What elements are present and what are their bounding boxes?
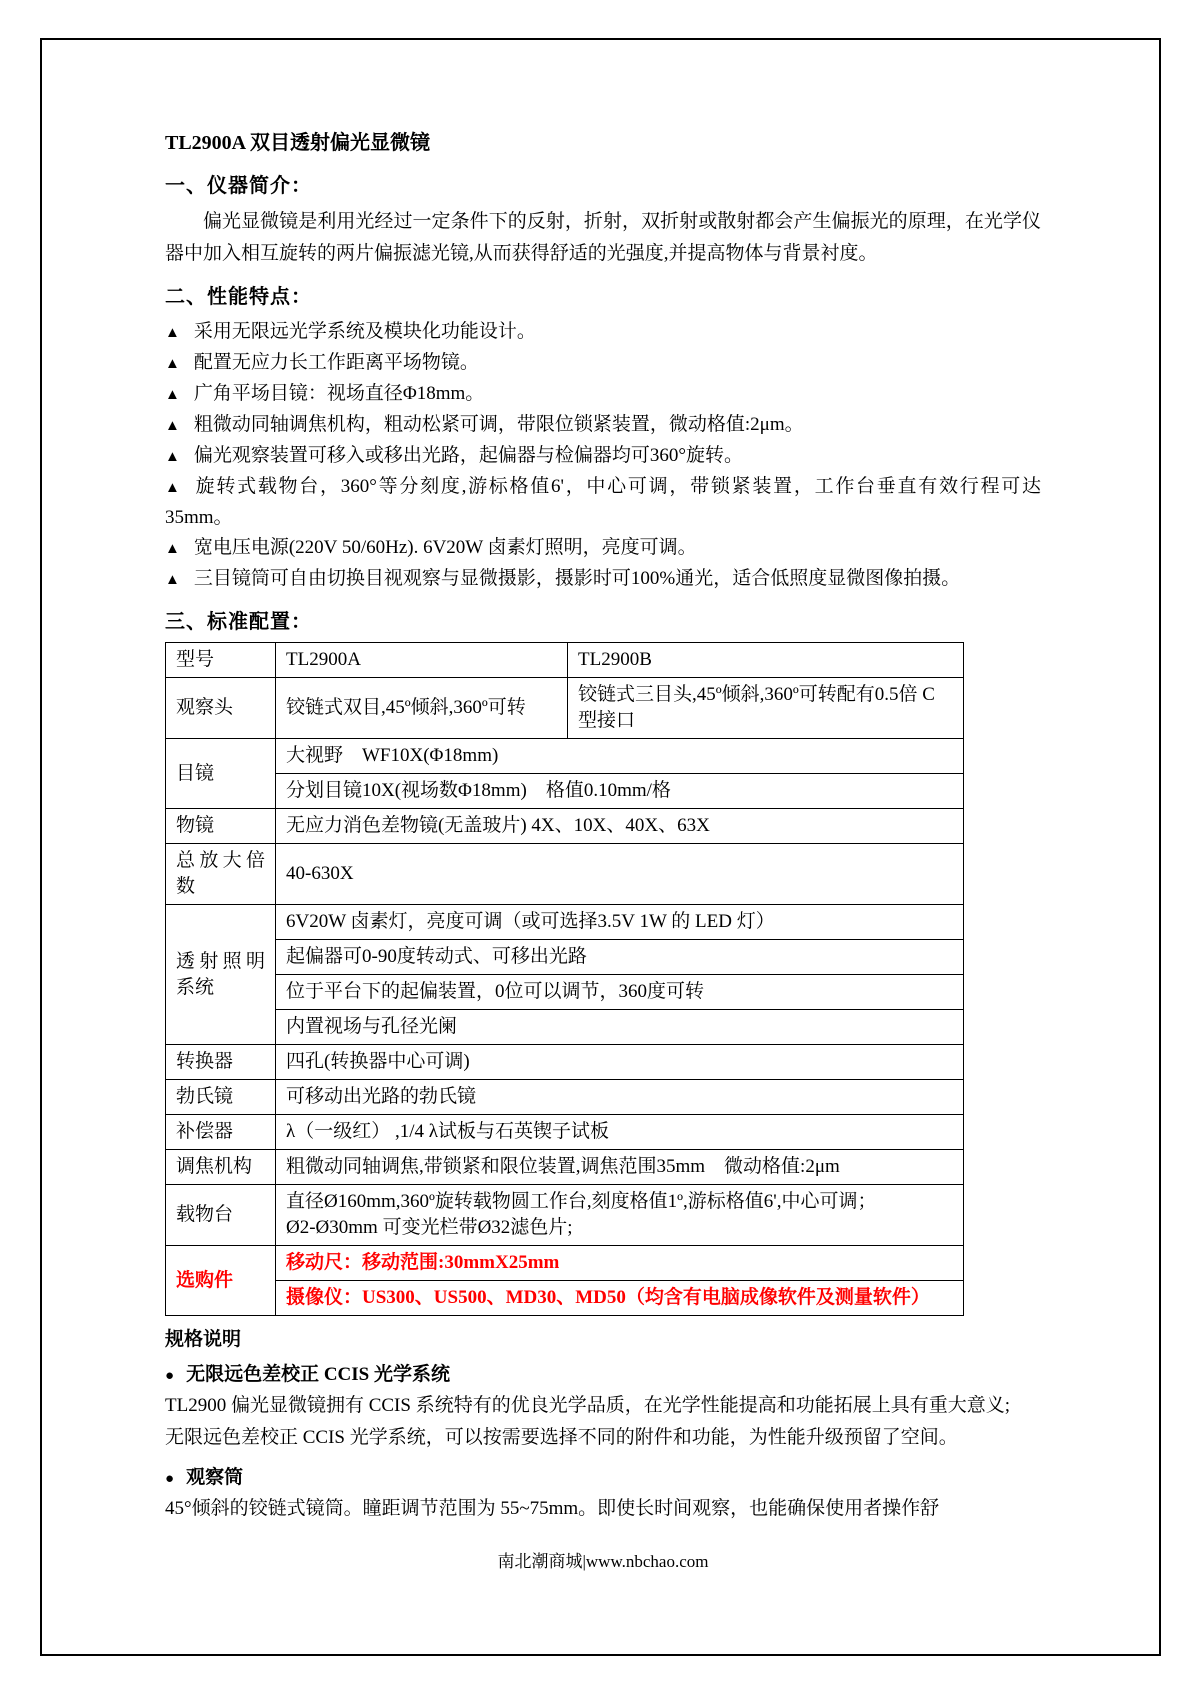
feature-text: 采用无限远光学系统及模块化功能设计。: [193, 321, 536, 342]
cell-illumination-line1: 6V20W 卤素灯，亮度可调（或可选择3.5V 1W 的 LED 灯）: [276, 905, 964, 940]
page-footer: 南北潮商城|www.nbchao.com: [497, 1552, 709, 1571]
note-title-optics: [165, 1359, 1041, 1386]
table-row-eyepiece-2: [166, 774, 964, 809]
document-content: [165, 126, 1041, 1572]
feature-item: [165, 379, 1041, 410]
dot-bullet-icon: ●: [165, 1471, 175, 1487]
cell-illumination-line3: 位于平台下的起偏装置，0位可以调节，360度可转: [276, 975, 964, 1010]
cell-compensator-value: λ（一级红） ,1/4 λ试板与石英锲子试板: [276, 1115, 964, 1150]
cell-optional-line2: 摄像仪：US300、US500、MD30、MD50（均含有电脑成像软件及测量软件）: [276, 1281, 964, 1316]
cell-converter-value: 四孔(转换器中心可调): [276, 1045, 964, 1080]
cell-model-label: 型号: [166, 643, 276, 678]
cell-illumination-label: 透射照明系统: [166, 905, 276, 1045]
cell-head-a: 铰链式双目,45º倾斜,360º可转: [276, 678, 568, 739]
table-row-head: [166, 678, 964, 739]
note-paragraph: 无限远色差校正 CCIS 光学系统，可以按需要选择不同的附件和功能，为性能升级预留了空间。: [165, 1427, 958, 1448]
cell-illumination-line4: 内置视场与孔径光阑: [276, 1010, 964, 1045]
cell-stage-value: [276, 1185, 964, 1246]
table-row-illumination-2: [166, 940, 964, 975]
triangle-bullet-icon: ▲: [165, 356, 180, 372]
note-title-tube: [165, 1462, 1041, 1489]
table-row-optional-1: [166, 1246, 964, 1281]
spec-notes-heading: 规格说明: [165, 1329, 242, 1350]
feature-item: [165, 348, 1041, 379]
table-row-bertrand: [166, 1080, 964, 1115]
cell-objective-label: 物镜: [166, 809, 276, 844]
stage-line-1: 直径Ø160mm,360º旋转载物圆工作台,刻度格值1º,游标格值6',中心可调；: [286, 1191, 877, 1212]
feature-item: [165, 317, 1041, 348]
cell-eyepiece-line2: 分划目镜10X(视场数Φ18mm) 格值0.10mm/格: [276, 774, 964, 809]
cell-model-b: TL2900B: [568, 643, 964, 678]
cell-focusing-label: 调焦机构: [166, 1150, 276, 1185]
cell-head-b: 铰链式三目头,45º倾斜,360º可转配有0.5倍 C 型接口: [568, 678, 964, 739]
cell-optional-label: 选购件: [166, 1246, 276, 1316]
table-row-illumination-3: [166, 975, 964, 1010]
section-config-heading: 三、标准配置：: [165, 611, 312, 633]
feature-item: [165, 533, 1041, 564]
feature-item: [165, 441, 1041, 472]
table-row-stage: [166, 1185, 964, 1246]
standard-config-table: [165, 642, 964, 1316]
cell-bertrand-label: 勃氏镜: [166, 1080, 276, 1115]
cell-magnification-value: 40-630X: [276, 844, 964, 905]
table-row-compensator: [166, 1115, 964, 1150]
dot-bullet-icon: ●: [165, 1368, 175, 1384]
cell-compensator-label: 补偿器: [166, 1115, 276, 1150]
stage-line-2: Ø2-Ø30mm 可变光栏带Ø32滤色片;: [286, 1217, 573, 1238]
cell-focusing-value: 粗微动同轴调焦,带锁紧和限位装置,调焦范围35mm 微动格值:2μm: [276, 1150, 964, 1185]
feature-text: 偏光观察装置可移入或移出光路，起偏器与检偏器均可360°旋转。: [193, 445, 743, 466]
triangle-bullet-icon: ▲: [165, 572, 180, 588]
cell-illumination-line2: 起偏器可0-90度转动式、可移出光路: [276, 940, 964, 975]
document-title: TL2900A 双目透射偏光显微镜: [165, 132, 431, 154]
triangle-bullet-icon: ▲: [165, 418, 180, 434]
feature-text: 粗微动同轴调焦机构，粗动松紧可调，带限位锁紧装置，微动格值:2μm。: [193, 414, 804, 435]
cell-eyepiece-line1: 大视野 WF10X(Φ18mm): [276, 739, 964, 774]
feature-item: [165, 564, 1041, 595]
table-row-converter: [166, 1045, 964, 1080]
triangle-bullet-icon: ▲: [165, 541, 180, 557]
triangle-bullet-icon: ▲: [165, 480, 182, 496]
section-features-heading: 二、性能特点：: [165, 286, 312, 308]
intro-paragraph: 偏光显微镜是利用光经过一定条件下的反射，折射，双折射或散射都会产生偏振光的原理，在光学仪器中加入相互旋转的两片偏振滤光镜,从而获得舒适的光强度,并提高物体与背景衬度。: [165, 211, 1041, 264]
table-row-magnification: [166, 844, 964, 905]
table-row-eyepiece-1: [166, 739, 964, 774]
triangle-bullet-icon: ▲: [165, 325, 180, 341]
cell-optional-line1: 移动尺：移动范围:30mmX25mm: [276, 1246, 964, 1281]
table-row-illumination-4: [166, 1010, 964, 1045]
feature-item: [165, 472, 1041, 533]
feature-text: 宽电压电源(220V 50/60Hz). 6V20W 卤素灯照明，亮度可调。: [193, 537, 697, 558]
note-title-text: 观察筒: [186, 1467, 244, 1488]
cell-eyepiece-label: 目镜: [166, 739, 276, 809]
table-row-model: [166, 643, 964, 678]
note-paragraph: 45°倾斜的铰链式镜筒。瞳距调节范围为 55~75mm。即使长时间观察，也能确保使用者操作舒: [165, 1498, 940, 1519]
triangle-bullet-icon: ▲: [165, 387, 180, 403]
cell-bertrand-value: 可移动出光路的勃氏镜: [276, 1080, 964, 1115]
cell-model-a: TL2900A: [276, 643, 568, 678]
triangle-bullet-icon: ▲: [165, 449, 180, 465]
note-paragraph: TL2900 偏光显微镜拥有 CCIS 系统特有的优良光学品质，在光学性能提高和功能拓展上具有重大意义;: [165, 1395, 1010, 1416]
table-row-illumination-1: [166, 905, 964, 940]
feature-text: 三目镜筒可自由切换目视观察与显微摄影，摄影时可100%通光，适合低照度显微图像拍摄。: [193, 568, 961, 589]
note-title-text: 无限远色差校正 CCIS 光学系统: [186, 1364, 450, 1385]
feature-text: 旋转式载物台，360°等分刻度,游标格值6'，中心可调，带锁紧装置，工作台垂直有效行程可达 35mm。: [165, 476, 1041, 528]
cell-stage-label: 载物台: [166, 1185, 276, 1246]
cell-objective-value: 无应力消色差物镜(无盖玻片) 4X、10X、40X、63X: [276, 809, 964, 844]
table-row-optional-2: [166, 1281, 964, 1316]
cell-head-label: 观察头: [166, 678, 276, 739]
feature-item: [165, 410, 1041, 441]
feature-text: 广角平场目镜：视场直径Φ18mm。: [193, 383, 485, 404]
section-intro-heading: 一、仪器简介：: [165, 175, 312, 197]
table-row-focusing: [166, 1150, 964, 1185]
cell-converter-label: 转换器: [166, 1045, 276, 1080]
feature-text: 配置无应力长工作距离平场物镜。: [193, 352, 479, 373]
cell-magnification-label: 总放大倍数: [166, 844, 276, 905]
table-row-objective: [166, 809, 964, 844]
